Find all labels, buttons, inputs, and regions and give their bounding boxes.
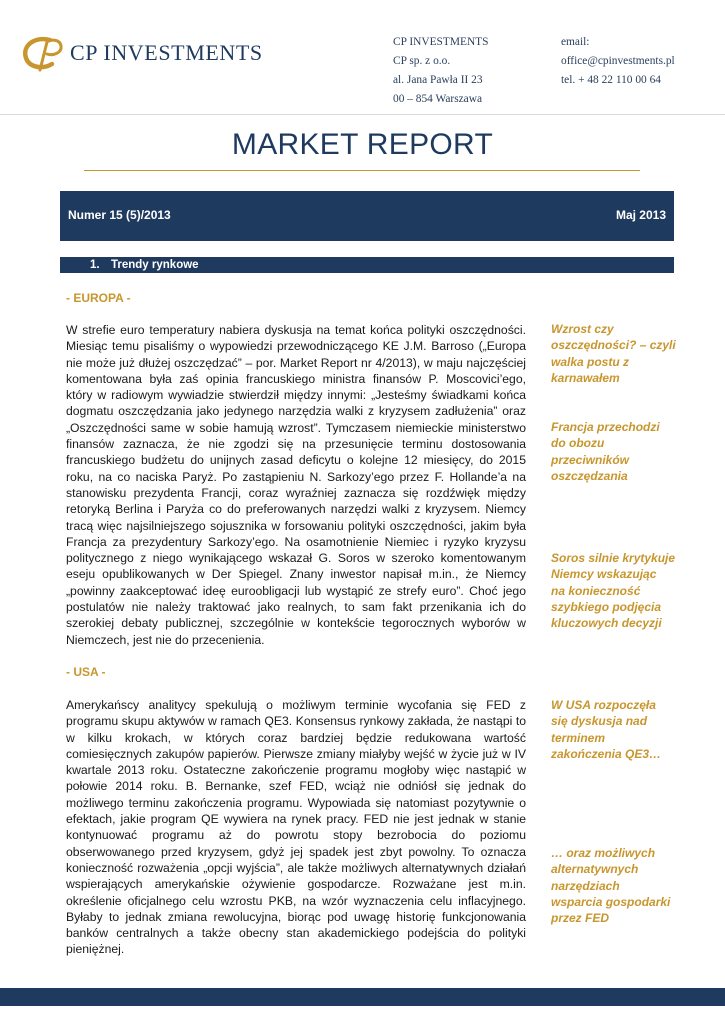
- sidenote-line: się dyskusja nad: [551, 714, 648, 729]
- header-divider: [0, 114, 725, 115]
- paragraph-line: „Oszczędności same w sobie hamują wzrost”. Tymczasem niemieckie ministerstwo: [66, 420, 526, 435]
- paragraph-line: komentowana była zaś opinia francuskiego ministra finansów P. Moscovici’ego,: [66, 371, 526, 386]
- brand-logo: [20, 34, 275, 74]
- email-label: email:: [561, 36, 590, 48]
- sidenote-line: narzędziach: [551, 878, 620, 893]
- europe-heading: - EUROPA -: [66, 291, 131, 305]
- paragraph-line: programu skupu aktywów w ramach QE3. Konsensus rynkowy zakłada, że nastąpi to: [66, 714, 526, 729]
- paragraph-line: obserwowanego przed kryzysem, gdyż jej spadek jest zbyt powolny. To oznacza: [66, 844, 526, 859]
- sidenote-europe-3: [551, 550, 681, 631]
- section-header: [60, 257, 674, 273]
- title-underline: [84, 170, 640, 171]
- footer-bar: [0, 988, 725, 1006]
- paragraph-line: wspierających amerykańskie ożywienie gospodarcze. Rozważane jest m.in.: [66, 877, 526, 892]
- sidenote-line: oszczędności? – czyli: [551, 338, 676, 353]
- paragraph-line: comiesięcznych zakupów papierów. Pierwsze zmiany miałyby wejść w życie już w IV: [66, 746, 526, 761]
- sidenote-line: Niemcy wskazując: [551, 567, 657, 582]
- paragraph-line: w kilku krokach, w których coraz bardziej będzie redukowana wartość: [66, 730, 526, 745]
- sidenote-line: Soros silnie krytykuje: [551, 551, 676, 565]
- sidenote-usa-2: [551, 845, 681, 926]
- paragraph-line: stanowisku prezydenta Francji, coraz wyraźniej zaznacza się rozdźwięk między: [66, 485, 526, 500]
- address-line: CP sp. z o.o.: [393, 55, 451, 67]
- paragraph-line: banków centralnych a także obecny stan akademickiego podejścia do polityki: [66, 926, 526, 941]
- paragraph-line: roku, na co naciska Paryż. Po zastąpieniu N. Sarkozy’ego przez F. Hollande’a na: [66, 469, 526, 484]
- company-contact: [561, 33, 675, 90]
- usa-paragraph: [66, 697, 526, 958]
- brand-name: CP INVESTMENTS: [70, 40, 263, 65]
- section-title: Trendy rynkowe: [111, 259, 199, 271]
- paragraph-line: „powinny zaakceptować ideę euroobligacji lub wystąpić ze strefy euro”. Choć jego: [66, 583, 526, 598]
- address-line: 00 – 854 Warszawa: [393, 93, 483, 105]
- paragraph-line: retoryką Berlina i Paryża co do preferowanych narzędzi walki z kryzysem. Niemcy: [66, 502, 526, 517]
- paragraph-line: kontynuować programu aż do powrotu stopy bezrobocia do poziomu: [66, 828, 526, 843]
- issue-date: Maj 2013: [615, 208, 666, 222]
- sidenote-europe-2: [551, 419, 681, 484]
- paragraph-line: Francja za prezydentury Sarkozy’ego. Na osamotnienie Niemiec i ryzyko kryzysu: [66, 534, 526, 549]
- sidenote-line: terminem: [551, 730, 606, 745]
- company-address: [393, 33, 488, 109]
- europe-paragraph: [66, 322, 526, 648]
- phone-number: tel. + 48 22 110 00 64: [561, 74, 661, 86]
- sidenote-usa-1: [551, 697, 681, 762]
- paragraph-line: określenie oficjalnego celu wzrostu PKB, na wzór wyznaczenia celu inflacyjnego.: [66, 893, 526, 908]
- paragraph-line: Amerykańscy analitycy spekulują o możliwym terminie wycofania się FED z: [66, 698, 526, 712]
- sidenote-europe-1: [551, 321, 681, 386]
- paragraph-line: tracą więc najsilniejszego sojusznika w forsowaniu polityki oszczędności, jakim była: [66, 518, 526, 533]
- sidenote-line: oszczędzania: [551, 468, 628, 483]
- paragraph-line: połowie 2014 roku. B. Bernanke, szef FED, wciąż nie odniósł się jednak do: [66, 779, 526, 794]
- sidenote-line: W USA rozpoczęła: [551, 698, 656, 712]
- paragraph-line: który w radiowym wywiadzie stwierdził między innymi: „Jesteśmy świadkami końca: [66, 388, 526, 403]
- sidenote-line: wsparcia gospodarki: [551, 894, 671, 909]
- page-title: MARKET REPORT: [231, 128, 494, 161]
- sidenote-line: zakończenia QE3…: [551, 746, 662, 761]
- usa-heading: - USA -: [66, 665, 106, 679]
- paragraph-line: dogmatu oszczędzania jako jedynego narzędzia walki z kryzysem zadłużenia” oraz: [66, 404, 526, 419]
- sidenote-line: … oraz możliwych: [551, 846, 656, 860]
- paragraph-line: szerokiej debaty publicznej, szczególnie w kontekście tegorocznych wyborów w: [66, 616, 526, 631]
- address-line: CP INVESTMENTS: [393, 36, 489, 48]
- paragraph-line: francuskiego budżetu do unijnych zasad deficytu o kolejne 12 miesięcy, do 2015: [66, 453, 526, 468]
- paragraph-line: Miesiąc temu pisaliśmy o wypowiedzi przewodniczącego KE J.M. Barroso („Europa: [66, 339, 526, 354]
- sidenote-line: walka postu z: [551, 354, 630, 369]
- sidenote-line: karnawałem: [551, 370, 620, 385]
- paragraph-line: pieniężnej.: [66, 942, 125, 957]
- paragraph-line: efektach, jakie program QE wywiera na rynek pracy. FED nie jest jednak w stanie: [66, 812, 526, 827]
- paragraph-line: W strefie euro temperatury nabiera dyskusja na temat końca polityki oszczędności.: [66, 323, 526, 337]
- section-number: 1.: [90, 259, 100, 271]
- sidenote-line: szybkiego podjęcia: [551, 599, 662, 614]
- paragraph-line: postulatów nie należy traktować jako realnych, to sam fakt przenikania ich do: [66, 600, 526, 615]
- sidenote-line: na konieczność: [551, 583, 641, 598]
- sidenote-line: Wzrost czy: [551, 322, 614, 336]
- email-address: office@cpinvestments.pl: [561, 55, 675, 67]
- paragraph-line: konieczność rozważenia „opcji wyjścia”, ale także możliwych alternatywnych działań: [66, 860, 526, 875]
- sidenote-line: do obozu: [551, 436, 605, 451]
- sidenote-line: przez FED: [551, 911, 610, 926]
- paragraph-line: Niemczech, jest nie do przecenienia.: [66, 632, 265, 647]
- issue-bar: [60, 191, 674, 241]
- issue-number: Numer 15 (5)/2013: [68, 208, 171, 222]
- paragraph-line: eseju opublikowanych w Der Spiegel. Znany inwestor napisał m.in., że Niemcy: [66, 567, 526, 582]
- sidenote-line: kluczowych decyzji: [551, 616, 662, 631]
- sidenote-line: alternatywnych: [551, 862, 639, 877]
- sidenote-line: Francja przechodzi: [551, 420, 660, 434]
- paragraph-line: finansów zaznacza, że nie zgodzi się na przesunięcie terminu dostosowania: [66, 437, 526, 452]
- paragraph-line: kwartale 2013 roku. Ostateczne zakończenie programu mogłoby więc nastąpić w: [66, 763, 526, 778]
- paragraph-line: nie może już dłużej oszczędzać” – por. Market Report nr 4/2013), w maju najczęściej: [66, 355, 526, 370]
- paragraph-line: możliwego terminu zakończenia programu. Wypowiada się natomiast pozytywnie o: [66, 795, 526, 810]
- paragraph-line: Byłaby to jednak zmiana rewolucyjna, biorąc pod uwagę historię funkcjonowania: [66, 909, 526, 924]
- sidenote-line: przeciwników: [551, 452, 630, 467]
- paragraph-line: politycznego z niego wynikającego wskazał G. Soros w szeroko komentowanym: [66, 551, 526, 566]
- cp-logo-icon: [20, 34, 68, 74]
- address-line: al. Jana Pawła II 23: [393, 74, 483, 86]
